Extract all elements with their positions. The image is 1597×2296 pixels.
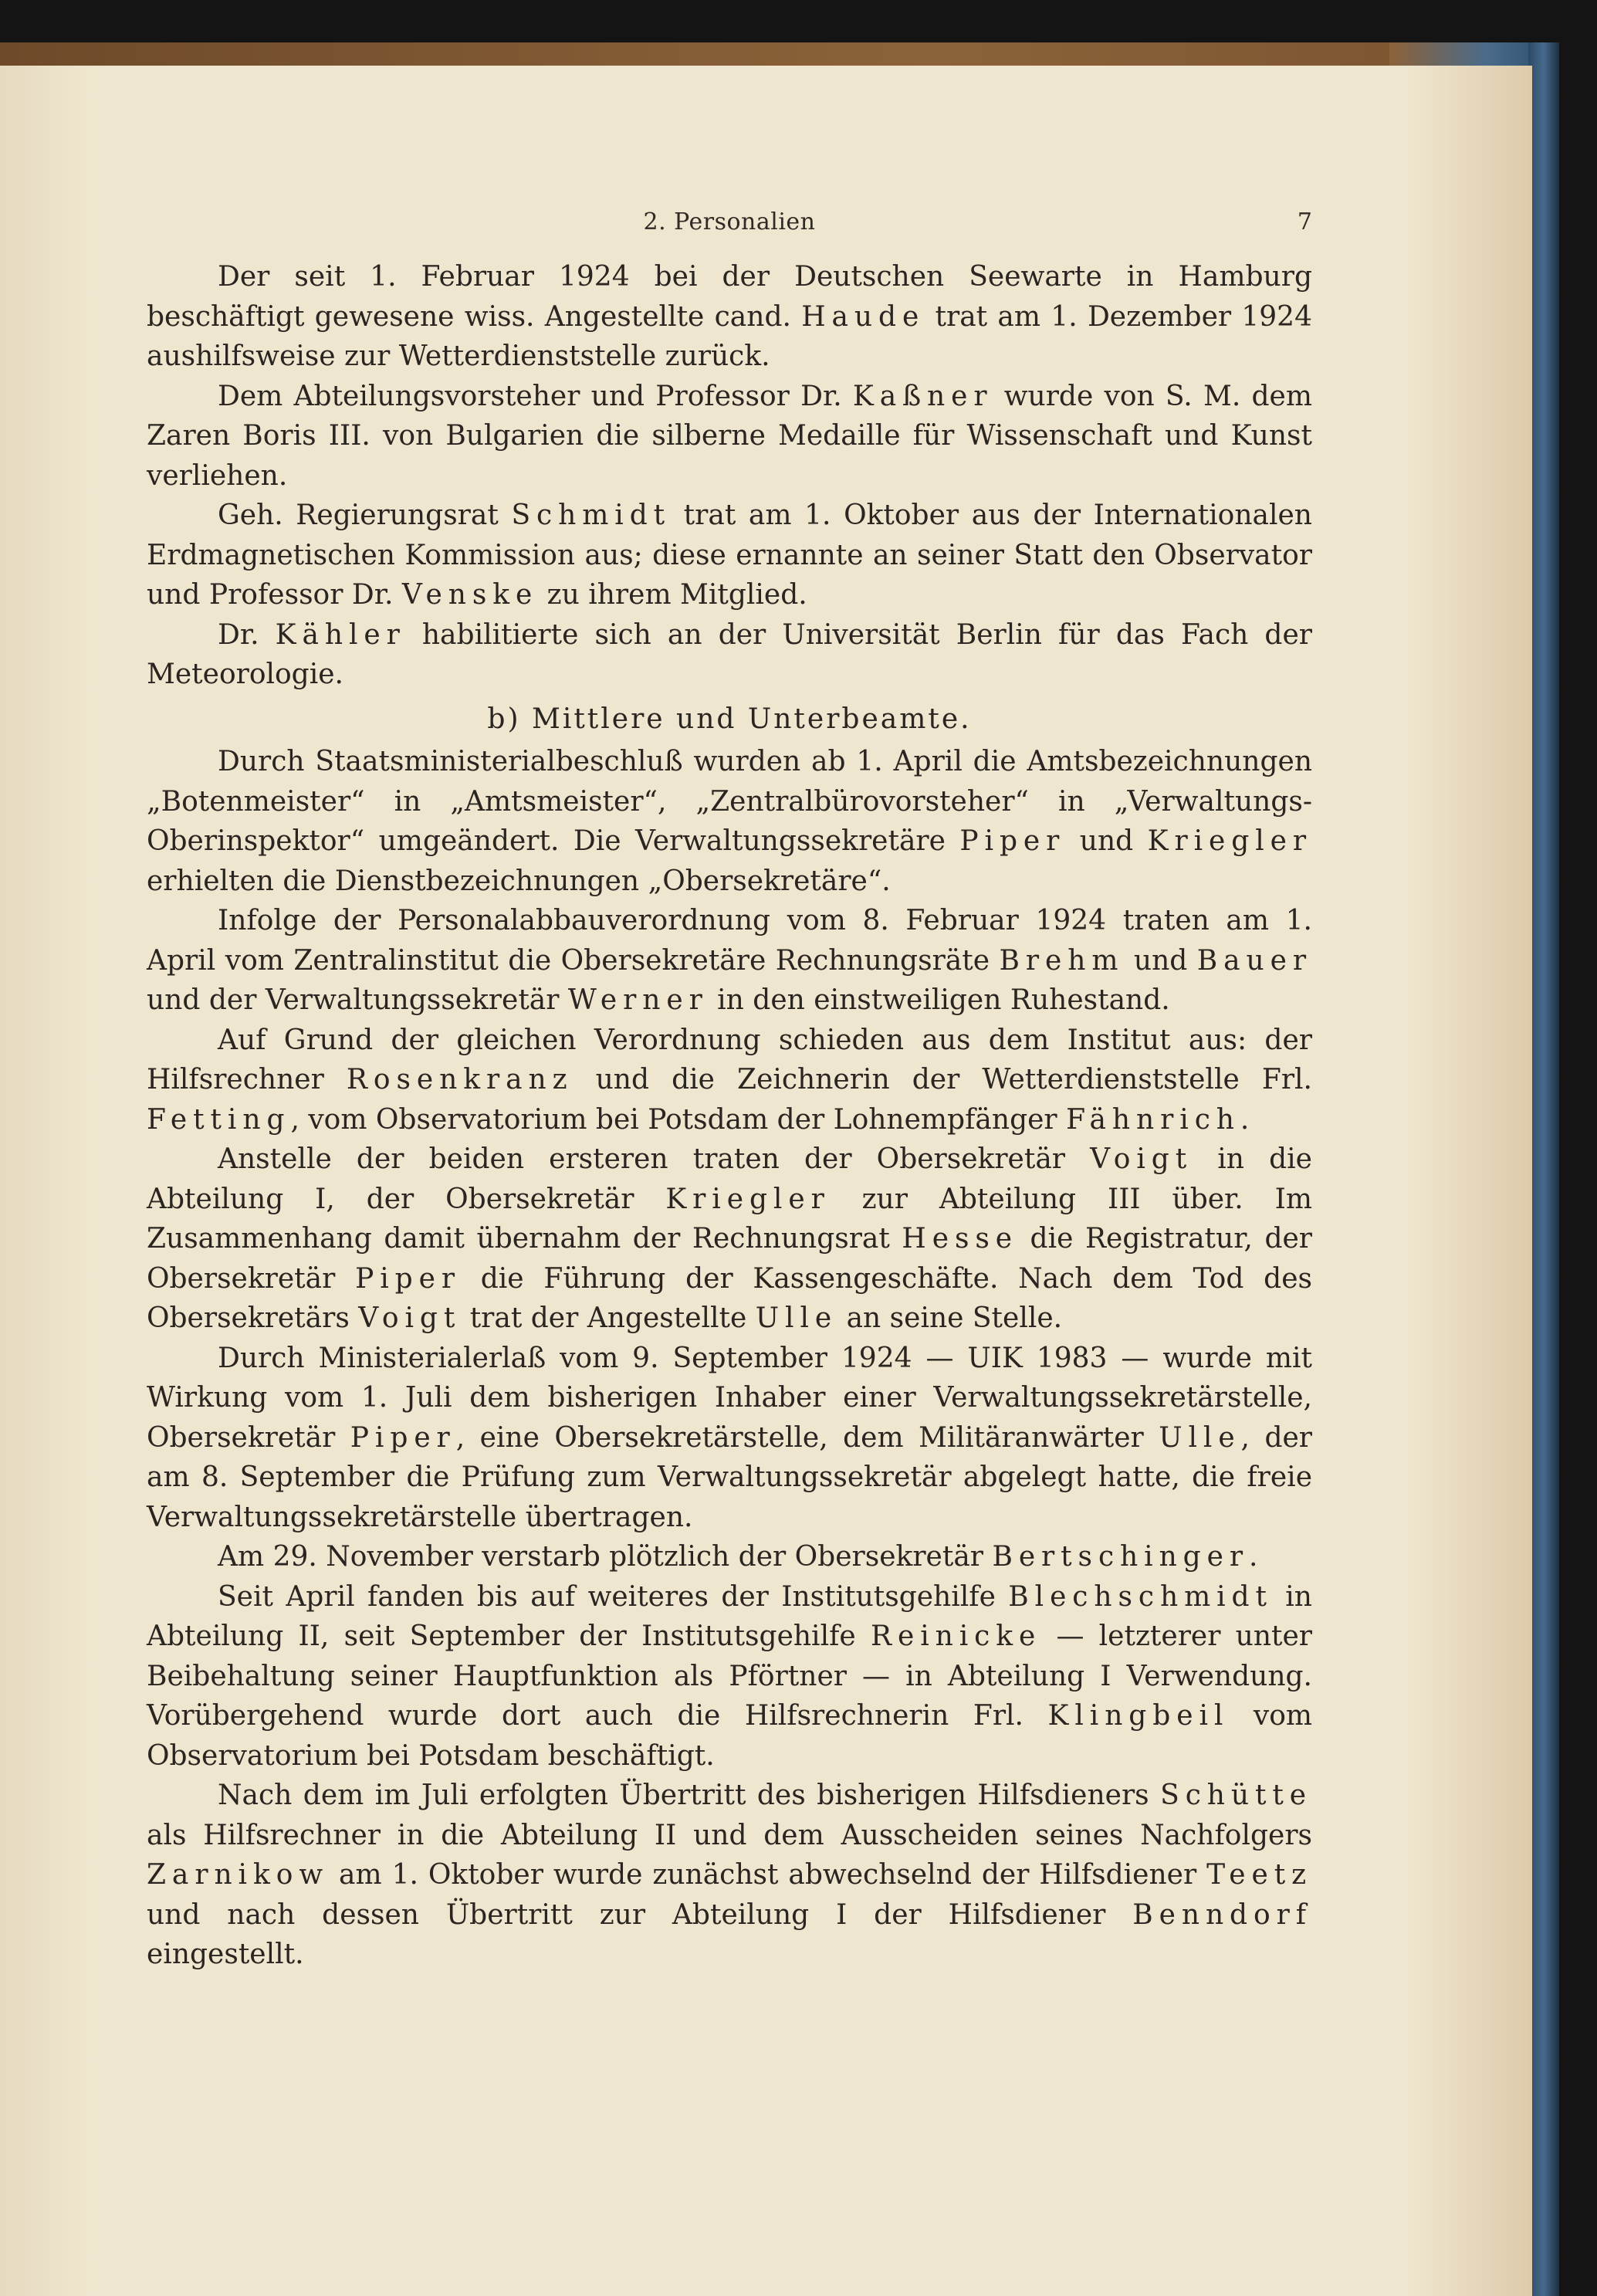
text-run: und	[1124, 944, 1197, 977]
paragraph	[147, 901, 1312, 1021]
text-run: wurde von S. M. dem Zaren Boris III. von Bulgarien die silberne Medaille für Wissenschaft und Kunst verliehen.	[147, 380, 1312, 492]
paragraph	[147, 1537, 1312, 1577]
person-name: Voigt	[358, 1302, 462, 1334]
text-run: die Führung der Kassengeschäfte. Nach dem Tod des Obersekretärs	[147, 1262, 1312, 1334]
page-number: 7	[1297, 208, 1312, 235]
person-name: Fetting	[147, 1103, 291, 1136]
text-run: vom Observatorium bei Potsdam beschäftigt.	[147, 1700, 1313, 1772]
person-name: Kriegler	[1147, 825, 1312, 857]
person-name: Schütte	[1160, 1780, 1312, 1811]
person-name: Klingbeil	[1047, 1700, 1230, 1732]
text-run: und nach dessen Übertritt zur Abteilung I der Hilfsdiener	[147, 1898, 1133, 1931]
running-head	[147, 208, 1312, 247]
text-run: Seit April fanden bis auf weiteres der Institutsgehilfe	[218, 1580, 1009, 1613]
person-name: Teetz	[1206, 1859, 1312, 1891]
person-name: Benndorf	[1132, 1898, 1312, 1931]
text-run: , der am 8. September die Prüfung zum Verwaltungssekretär abgelegt hatte, die freie Verwaltungssekretärstelle übertragen.	[147, 1421, 1313, 1533]
body-text	[147, 257, 1312, 1975]
text-run: Durch Staatsministerialbeschluß wurden ab 1. April die Amtsbezeichnungen „Botenmeister“ in „Amtsmeister“, „Zentralbürovorsteher“ in „Verwaltungs-Oberinspektor“ umgeändert. Die Verwaltungssekretäre	[147, 746, 1312, 857]
person-name: Piper	[355, 1262, 461, 1295]
text-run: , vom Observatorium bei Potsdam der Lohnempfänger	[290, 1103, 1067, 1136]
person-name: Hesse	[902, 1223, 1018, 1255]
person-name: Fähnrich	[1066, 1103, 1240, 1136]
text-run: als Hilfsrechner in die Abteilung II und dem Ausscheiden seines Nachfolgers	[147, 1819, 1312, 1851]
person-name: Kähler	[275, 618, 406, 651]
text-run: Nach dem im Juli erfolgten Übertritt des bisherigen Hilfsdieners	[218, 1780, 1161, 1811]
person-name: Werner	[567, 984, 709, 1016]
person-name: Kriegler	[665, 1183, 831, 1215]
text-run: trat am 1. Dezember 1924 aushilfsweise zur Wetterdienststelle zurück.	[147, 300, 1312, 372]
text-run: in Abteilung II, seit September der Institutsgehilfe	[147, 1580, 1312, 1652]
text-run: erhielten die Dienstbezeichnungen „Obersekretäre“.	[147, 865, 891, 897]
text-run: in die Abteilung I, der Obersekretär	[147, 1143, 1312, 1215]
text-run: eingestellt.	[147, 1939, 304, 1970]
text-run: Anstelle der beiden ersteren traten der Obersekretär	[218, 1143, 1091, 1175]
text-run: .	[1240, 1103, 1250, 1136]
person-name: Ulle	[755, 1302, 838, 1334]
person-name: Blechschmidt	[1008, 1580, 1273, 1613]
text-run: Der seit 1. Februar 1924 bei der Deutschen Seewarte in Hamburg beschäftigt gewesene wiss. Angestellte cand.	[147, 261, 1312, 333]
person-name: Piper	[959, 825, 1066, 857]
person-name: Rosenkranz	[346, 1064, 573, 1096]
running-title: 2. Personalien	[643, 208, 816, 235]
text-run: am 1. Oktober wurde zunächst abwechselnd der Hilfsdiener	[329, 1859, 1207, 1891]
text-run: Am 29. November verstarb plötzlich der Obersekretär	[218, 1541, 993, 1573]
text-run: und	[1065, 825, 1148, 857]
text-run: Geh. Regierungsrat	[218, 499, 512, 531]
person-name: Zarnikow	[147, 1859, 330, 1891]
text-run: Dem Abteilungsvorsteher und Professor Dr.	[218, 380, 853, 412]
text-run: in den einstweiligen Ruhestand.	[708, 984, 1170, 1016]
book-spine	[1528, 42, 1559, 2296]
person-name: Haude	[801, 300, 925, 333]
person-name: Voigt	[1090, 1143, 1193, 1175]
section-heading: b) Mittlere und Unterbeamte.	[487, 703, 972, 735]
paragraph	[147, 1140, 1312, 1339]
paragraph	[147, 377, 1312, 496]
paragraph	[147, 615, 1312, 695]
text-run: zu ihrem Mitglied.	[538, 579, 807, 611]
text-run: an seine Stelle.	[837, 1302, 1063, 1334]
paragraph	[147, 1577, 1312, 1776]
book-cover-edge	[1389, 42, 1551, 66]
section-staff-senior	[147, 257, 1312, 695]
person-name: Piper	[350, 1421, 456, 1454]
person-name: Ulle	[1159, 1421, 1241, 1454]
text-run: Infolge der Personalabbauverordnung vom 8. Februar 1924 traten am 1. April vom Zentralinstitut die Obersekretäre Rechnungsräte	[147, 905, 1312, 977]
text-run: und die Zeichnerin der Wetterdienststelle Frl.	[573, 1064, 1313, 1096]
paragraph	[147, 257, 1312, 377]
person-name: Bauer	[1196, 944, 1312, 977]
person-name: Kaßner	[852, 380, 993, 412]
text-run: die Registratur, der Obersekretär	[147, 1223, 1312, 1295]
person-name: Reinicke	[870, 1620, 1042, 1652]
paragraph	[147, 1339, 1312, 1538]
person-name: Schmidt	[511, 499, 672, 531]
text-run: und der Verwaltungssekretär	[147, 984, 568, 1016]
person-name: Brehm	[999, 944, 1125, 977]
paragraph	[147, 1021, 1312, 1140]
text-run: Auf Grund der gleichen Verordnung schieden aus dem Institut aus: der Hilfsrechner	[147, 1024, 1312, 1096]
text-run: , eine Obersekretärstelle, dem Militäranwärter	[455, 1421, 1159, 1454]
text-run: habilitierte sich an der Universität Berlin für das Fach der Meteorologie.	[147, 618, 1312, 690]
paragraph	[147, 1776, 1312, 1975]
text-run: Dr.	[218, 618, 276, 651]
text-run: trat am 1. Oktober aus der Internationalen Erdmagnetischen Kommission aus; diese ernannte an seiner Statt den Observator und Professor Dr.	[147, 499, 1312, 611]
person-name: Venske	[401, 579, 539, 611]
paragraph	[147, 742, 1312, 901]
text-run: — letzterer unter Beibehaltung seiner Hauptfunktion als Pförtner — in Abteilung I Verwendung. Vorübergehend wurde dort auch die Hilfsrechnerin Frl.	[147, 1620, 1312, 1732]
person-name: Bertschinger	[992, 1541, 1249, 1573]
paragraph	[147, 496, 1312, 615]
section-staff-junior	[147, 742, 1312, 1975]
text-run: zur Abteilung III über. Im Zusammenhang damit übernahm der Rechnungsrat	[147, 1183, 1312, 1255]
text-run: .	[1249, 1541, 1258, 1573]
text-run: Durch Ministerialerlaß vom 9. September 1924 — UIK 1983 — wurde mit Wirkung vom 1. Juli dem bisherigen Inhaber einer Verwaltungssekretärstelle, Obersekretär	[147, 1342, 1312, 1454]
text-run: trat der Angestellte	[461, 1302, 756, 1334]
